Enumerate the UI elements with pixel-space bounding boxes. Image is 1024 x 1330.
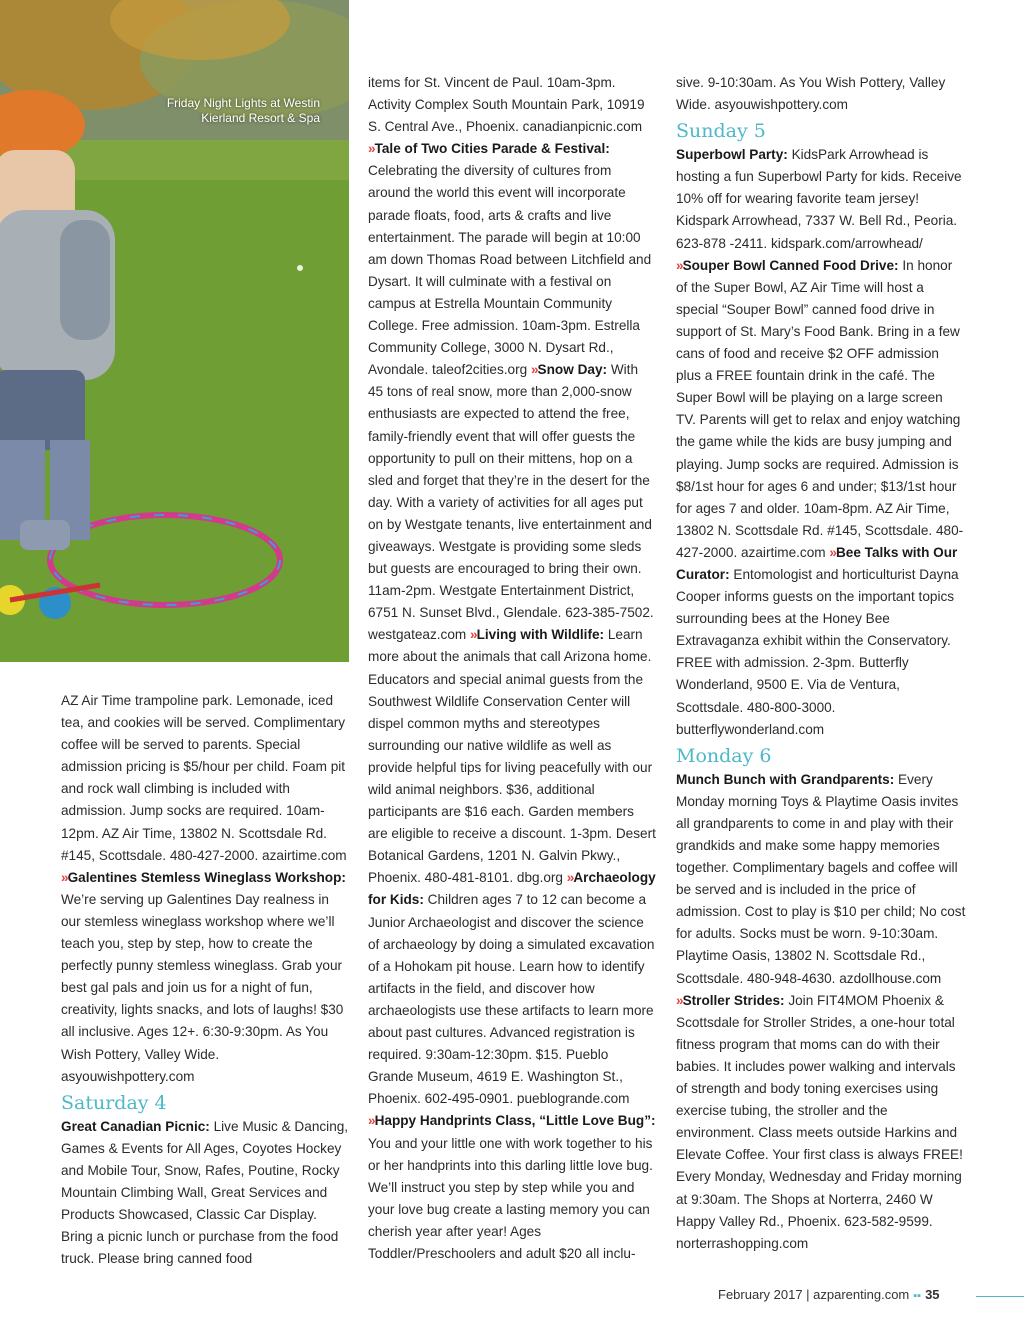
column-3: [676, 72, 966, 1255]
column-1: [61, 690, 349, 1270]
section-mark-icon: »: [530, 362, 538, 378]
section-mark-icon: »: [470, 627, 477, 643]
event-text: [61, 690, 349, 1088]
continued-text: AZ Air Time trampoline park. Lemonade, iced tea, and cookies will be served. Complimentary coffee will be served to parents. Special admission pricing is $5/hour per child. Foam pit and rock wall climbing is included with admission. Jump socks are required. 10am-12pm. AZ Air Time, 13802 N. Scottsdale Rd. #145, Scottsdale. 480-427-2000. azairtime.com: [61, 693, 347, 863]
event-text: [676, 769, 966, 1255]
day-heading: Sunday 5: [676, 120, 766, 143]
page-footer: [718, 1287, 940, 1302]
event-title: Living with Wildlife:: [476, 627, 605, 643]
continued-text: sive. 9-10:30am. As You Wish Pottery, Valley Wide. asyouwishpottery.com: [676, 75, 946, 113]
event-text: [61, 1116, 349, 1271]
event-title: Snow Day:: [537, 362, 608, 378]
event-description: Children ages 7 to 12 can become a Junior Archaeologist and discover the science of archaeology by doing a simulated excavation of a Hohokam pit house. Learn how to identify artifacts in the field, and discover how archaeologists use these artifacts to learn more about past cultures. Advanced registration is required. 9:30am-12:30pm. $15. Pueblo Grande Museum, 4619 E. Washington St., Phoenix. 602-495-0901. pueblogrande.com: [368, 892, 655, 1107]
event-title: Bee Talks with Our Curator:: [676, 544, 958, 582]
day-heading: Saturday 4: [61, 1091, 167, 1114]
event-description: Celebrating the diversity of cultures from around the world this event will incorporate parade floats, food, arts & crafts and live entertainment. The parade will begin at 10:00 am down Thomas Road between Litchfield and Dysart. It will culminate with a festival on campus at Estrella Mountain Community College. Free admission. 10am-3pm. Estrella Community College, 3000 N. Dysart Rd., Avondale. taleof2cities.org: [368, 163, 652, 378]
event-photo: [0, 0, 349, 662]
event-title: Galentines Stemless Wineglass Workshop:: [67, 869, 346, 885]
section-mark-icon: »: [676, 992, 683, 1008]
event-title: Munch Bunch with Grandparents:: [676, 771, 895, 787]
event-title: Great Canadian Picnic:: [61, 1118, 210, 1134]
section-mark-icon: »: [566, 870, 574, 886]
continued-text: items for St. Vincent de Paul. 10am-3pm. Activity Complex South Mountain Park, 10919 S. Central Ave., Phoenix. canadianpicnic.com: [368, 75, 645, 135]
event-description: Every Monday morning Toys & Playtime Oasis invites all grandparents to come in and play with their grandkids and make some happy memories together. Complimentary bagels and coffee will be served and is included in the price of admission. Cost to play is $10 per child; No cost for adults. Socks must be worn. 9-10:30am. Playtime Oasis, 13802 N. Scottsdale Rd., Scottsdale. 480-948-4630. azdollhouse.com: [676, 771, 966, 986]
event-description: KidsPark Arrowhead is hosting a fun Superbowl Party for kids. Receive 10% off for wearing favorite team jersey! Kidspark Arrowhead, 7337 W. Bell Rd., Peoria. 623-878 -2411. kidspark.com/arrowhead/: [676, 147, 962, 251]
event-description: You and your little one with work together to his or her handprints into this darling little love bug. We’ll instruct you step by step while you and your love bug create a lasting memory you can cherish year after year! Ages Toddler/Preschoolers and adult $20 all inclu-: [368, 1135, 653, 1261]
event-description: In honor of the Super Bowl, AZ Air Time will host a special “Souper Bowl” canned food drive in support of St. Mary’s Food Bank. Bring in a few cans of food and receive $2 OFF admission plus a FREE fountain drink in the café. The Super Bowl will be playing on a large screen TV. Parents will get to relax and enjoy watching the game while the kids are busy jumping and playing. Jump socks are required. Admission is $8/1st hour for ages 6 and under; $13/1st hour for ages 7 and older. 10am-8pm. AZ Air Time, 13802 N. Scottsdale Rd. #145, Scottsdale. 480-427-2000. azairtime.com: [676, 257, 964, 560]
event-title: Tale of Two Cities Parade & Festival:: [374, 141, 610, 157]
event-description: We’re serving up Galentines Day realness in our stemless wineglass workshop where we’ll teach you, step by step, how to create the perfectly punny stemless wineglass. Grab your best gal pals and join us for a night of fun, creativity, lights snacks, and lots of laughs! $30 all inclusive. Ages 12+. 6:30-9:30pm. As You Wish Pottery, Valley Wide. asyouwishpottery.com: [61, 891, 344, 1084]
event-title: Superbowl Party:: [676, 147, 788, 163]
section-mark-icon: »: [61, 869, 68, 885]
event-description: Learn more about the animals that call Arizona home. Educators and special animal guests from the Southwest Wildlife Conservation Center will dispel common myths and stereotypes surrounding our native wildlife as well as provide helpful tips for living peacefully with our wild animal neighbors. $36, additional participants are $16 each. Garden members are eligible to receive a discount. 1-3pm. Desert Botanical Gardens, 1201 N. Galvin Pkwy., Phoenix. 480-481-8101. dbg.org: [368, 627, 656, 886]
event-text: [676, 144, 966, 741]
event-text: [676, 72, 966, 116]
event-title: Happy Handprints Class, “Little Love Bug”:: [374, 1113, 656, 1129]
event-title: Archaeology for Kids:: [368, 870, 656, 908]
event-description: With 45 tons of real snow, more than 2,000-snow enthusiasts are expected to attend the free, family-friendly event that will offer guests the opportunity to pull on their mittens, hop on a sled and forget that they’re in the desert for the day. With a variety of activities for all ages put on by Westgate tenants, live entertainment and giveaways. Westgate is providing some sleds but guests are encouraged to bring their own. 11am-2pm. Westgate Entertainment District, 6751 N. Sunset Blvd., Glendale. 623-385-7502. westgateaz.com: [368, 362, 654, 643]
event-description: Join FIT4MOM Phoenix & Scottsdale for Stroller Strides, a one-hour total fitness program that moms can do with their babies. It includes power walking and intervals of strength and body toning exercises using exercise tubing, the stroller and the environment. Class meets outside Harkins and Elevate Coffee. Your first class is always FREE! Every Monday, Wednesday and Friday morning at 9:30am. The Shops at Norterra, 2460 W Happy Valley Rd., Phoenix. 623-582-9599. norterrashopping.com: [676, 992, 963, 1251]
event-description: Live Music & Dancing, Games & Events for All Ages, Coyotes Hockey and Mobile Tour, Snow, Rafes, Poutine, Rocky Mountain Climbing Wall, Great Services and Products Showcased, Classic Car Display. Bring a picnic lunch or purchase from the food truck. Please bring canned food: [61, 1118, 349, 1267]
photo-caption: Friday Night Lights at Westin Kierland Resort & Spa: [166, 96, 320, 125]
footer-dots-icon: ▪▪: [913, 1290, 922, 1302]
footer-rule: [976, 1296, 1024, 1297]
column-2: [368, 72, 656, 1265]
page-number: 35: [925, 1287, 940, 1302]
event-title: Souper Bowl Canned Food Drive:: [682, 257, 899, 273]
issue-label: February 2017 | azparenting.com: [718, 1287, 910, 1302]
section-mark-icon: »: [676, 257, 683, 273]
event-text: [368, 72, 656, 1265]
event-title: Stroller Strides:: [682, 992, 785, 1008]
day-heading: Monday 6: [676, 744, 772, 767]
section-mark-icon: »: [829, 544, 836, 560]
event-description: Entomologist and horticulturist Dayna Cooper informs guests on the important topics surrounding bees at the Honey Bee Extravaganza exhibit within the Conservatory. FREE with admission. 2-3pm. Butterfly Wonderland, 9500 E. Via de Ventura, Scottsdale. 480-800-3000. butterflywonderland.com: [676, 566, 959, 737]
section-mark-icon: »: [368, 141, 375, 157]
section-mark-icon: »: [368, 1113, 375, 1129]
